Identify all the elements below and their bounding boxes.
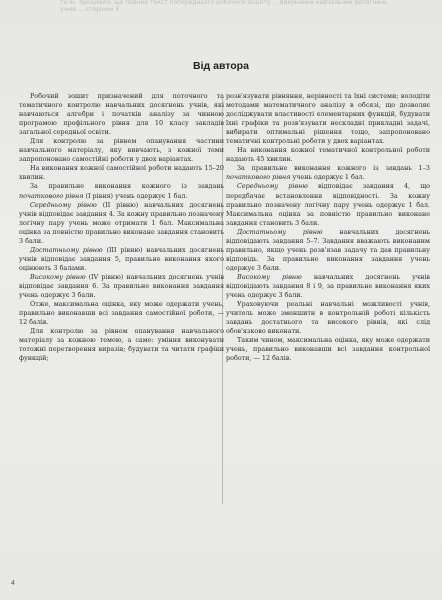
paragraph-text: Ураховуючи реальні навчальні можливості учнів, учитель може зменшити в контрольній роботі кількість завдань достатнього та високого рівнів, які слід обов'язково виконати. [226, 300, 430, 336]
paragraph [226, 228, 430, 273]
paragraph [226, 164, 430, 182]
paragraph [19, 164, 224, 182]
paragraph [19, 182, 224, 200]
paragraph-text: Робочий зошит призначений для поточного та тематичного контролю навчальних досягнень учнів, які навчаються алгебри і початків аналізу за чинною програмою профільного рівня для 10 класу закладів загальної середньої освіти. [19, 92, 224, 137]
paragraph-text: розв'язувати рівняння, нерівності та їхні системи; володіти методами математичного аналізу в обсязі, що дозволяє досліджувати властивості елементарних функцій, будувати їхні графіки та розв'язувати нескладні прикладні задачі, вибирати оптимальні рішення тощо, запропоновано тематичні контрольні роботи у двох варіантах. [226, 92, 430, 146]
paragraph [19, 327, 224, 363]
paragraph [19, 201, 224, 246]
paragraph [226, 336, 430, 363]
paragraph-text: Для контролю за рівнем опанування частини навчального матеріалу, яку вивчають, з кожної теми запропоновано самостійні роботи у двох варіантах. [19, 137, 224, 164]
level-term: Високому рівню [30, 272, 86, 281]
paragraph-text: відповідає завдання 4, що передбачає встановлення відповідності. За кожну правильно позначену логічну пару учень одержує 1 бал. Максимальна оцінка за повністю правильно виконане завдання становить 3 бали. [226, 182, 430, 227]
level-term: Високому рівню [237, 272, 302, 281]
bleed-through-text: та ін. Зрозуміло, що повний текст попереднього робочого зошиту ... виконання навчальних досягнень учнів ... сторінки 3 [60, 0, 388, 13]
paragraph-text: Для контролю за рівнем опанування навчального матеріалу за кожною темою, а саме: уміння виконувати тотожні перетворення виразів; будувати та читати графіки функцій; [19, 327, 224, 363]
paragraph-text: (IV рівню) навчальних досягнень учнів відповідає завдання 6. За правильне виконання завдання учень одержує 3 бали. [19, 272, 224, 300]
paragraph [226, 146, 430, 164]
paragraph-text: навчальних досягнень відповідають завдання 5–7. Завдання вважають виконаним правильно, якщо учень розв'язав задачу та дав правильну відповідь. За правильне виконання завдання учень одержує 3 бали. [226, 227, 430, 272]
level-term: Середньому рівню [237, 182, 308, 191]
paragraph [226, 273, 430, 300]
paragraph-text: навчальних досягнень учнів відповідають завдання 8 і 9, за правильне виконання яких учень одержує 3 бали. [226, 272, 430, 300]
left-column [19, 92, 224, 363]
paragraph-text: На виконання кожної самостійної роботи надають 15–20 хвилин. [19, 164, 224, 182]
level-term: початкового рівня [226, 173, 291, 182]
page-title: Від автора [193, 60, 249, 72]
paragraph-text: (ІІ рівню) навчальних досягнень учнів відповідає завдання 4. За кожну правильно позначену логічну пару учень може отримати 1 бал. Максимальна оцінка за повністю правильно виконане завдання становить 3 бали. [19, 200, 224, 245]
paragraph [19, 246, 224, 273]
paragraph-text: (ІІІ рівню) навчальних досягнень учнів відповідає завдання 5, правильне виконання якого оцінюють 3 балами. [19, 245, 224, 272]
paragraph [19, 137, 224, 164]
right-column [226, 92, 430, 363]
paragraph-text: (І рівня) учень одержує 1 бал. [83, 191, 188, 200]
paragraph [226, 92, 430, 146]
paragraph-text: Таким чином, максимальна оцінка, яку може одержати учень, правильно виконавши всі завдання контрольної роботи, — 12 балів. [226, 336, 430, 363]
paragraph [19, 300, 224, 327]
level-term: Достатньому рівню [237, 227, 323, 236]
paragraph [19, 273, 224, 300]
level-term: Достатньому рівню [30, 245, 103, 254]
paragraph [226, 300, 430, 336]
paragraph [226, 182, 430, 227]
paragraph-text: За правильне виконання кожного із завдань [30, 182, 224, 191]
paragraph-text: На виконання кожної тематичної контрольної роботи надають 45 хвилин. [226, 146, 430, 164]
paragraph [19, 92, 224, 137]
paragraph-text: Отже, максимальна оцінка, яку може одержати учень, правильно виконавши всі завдання самостійної роботи, — 12 балів. [19, 300, 224, 327]
paragraph-text: учень одержує 1 бал. [290, 173, 365, 182]
paragraph-text: За правильне виконання кожного із завдань 1–3 [237, 164, 430, 173]
page-number: 4 [11, 580, 15, 587]
level-term: початкового рівня [19, 191, 84, 200]
level-term: Середньому рівню [30, 200, 97, 209]
